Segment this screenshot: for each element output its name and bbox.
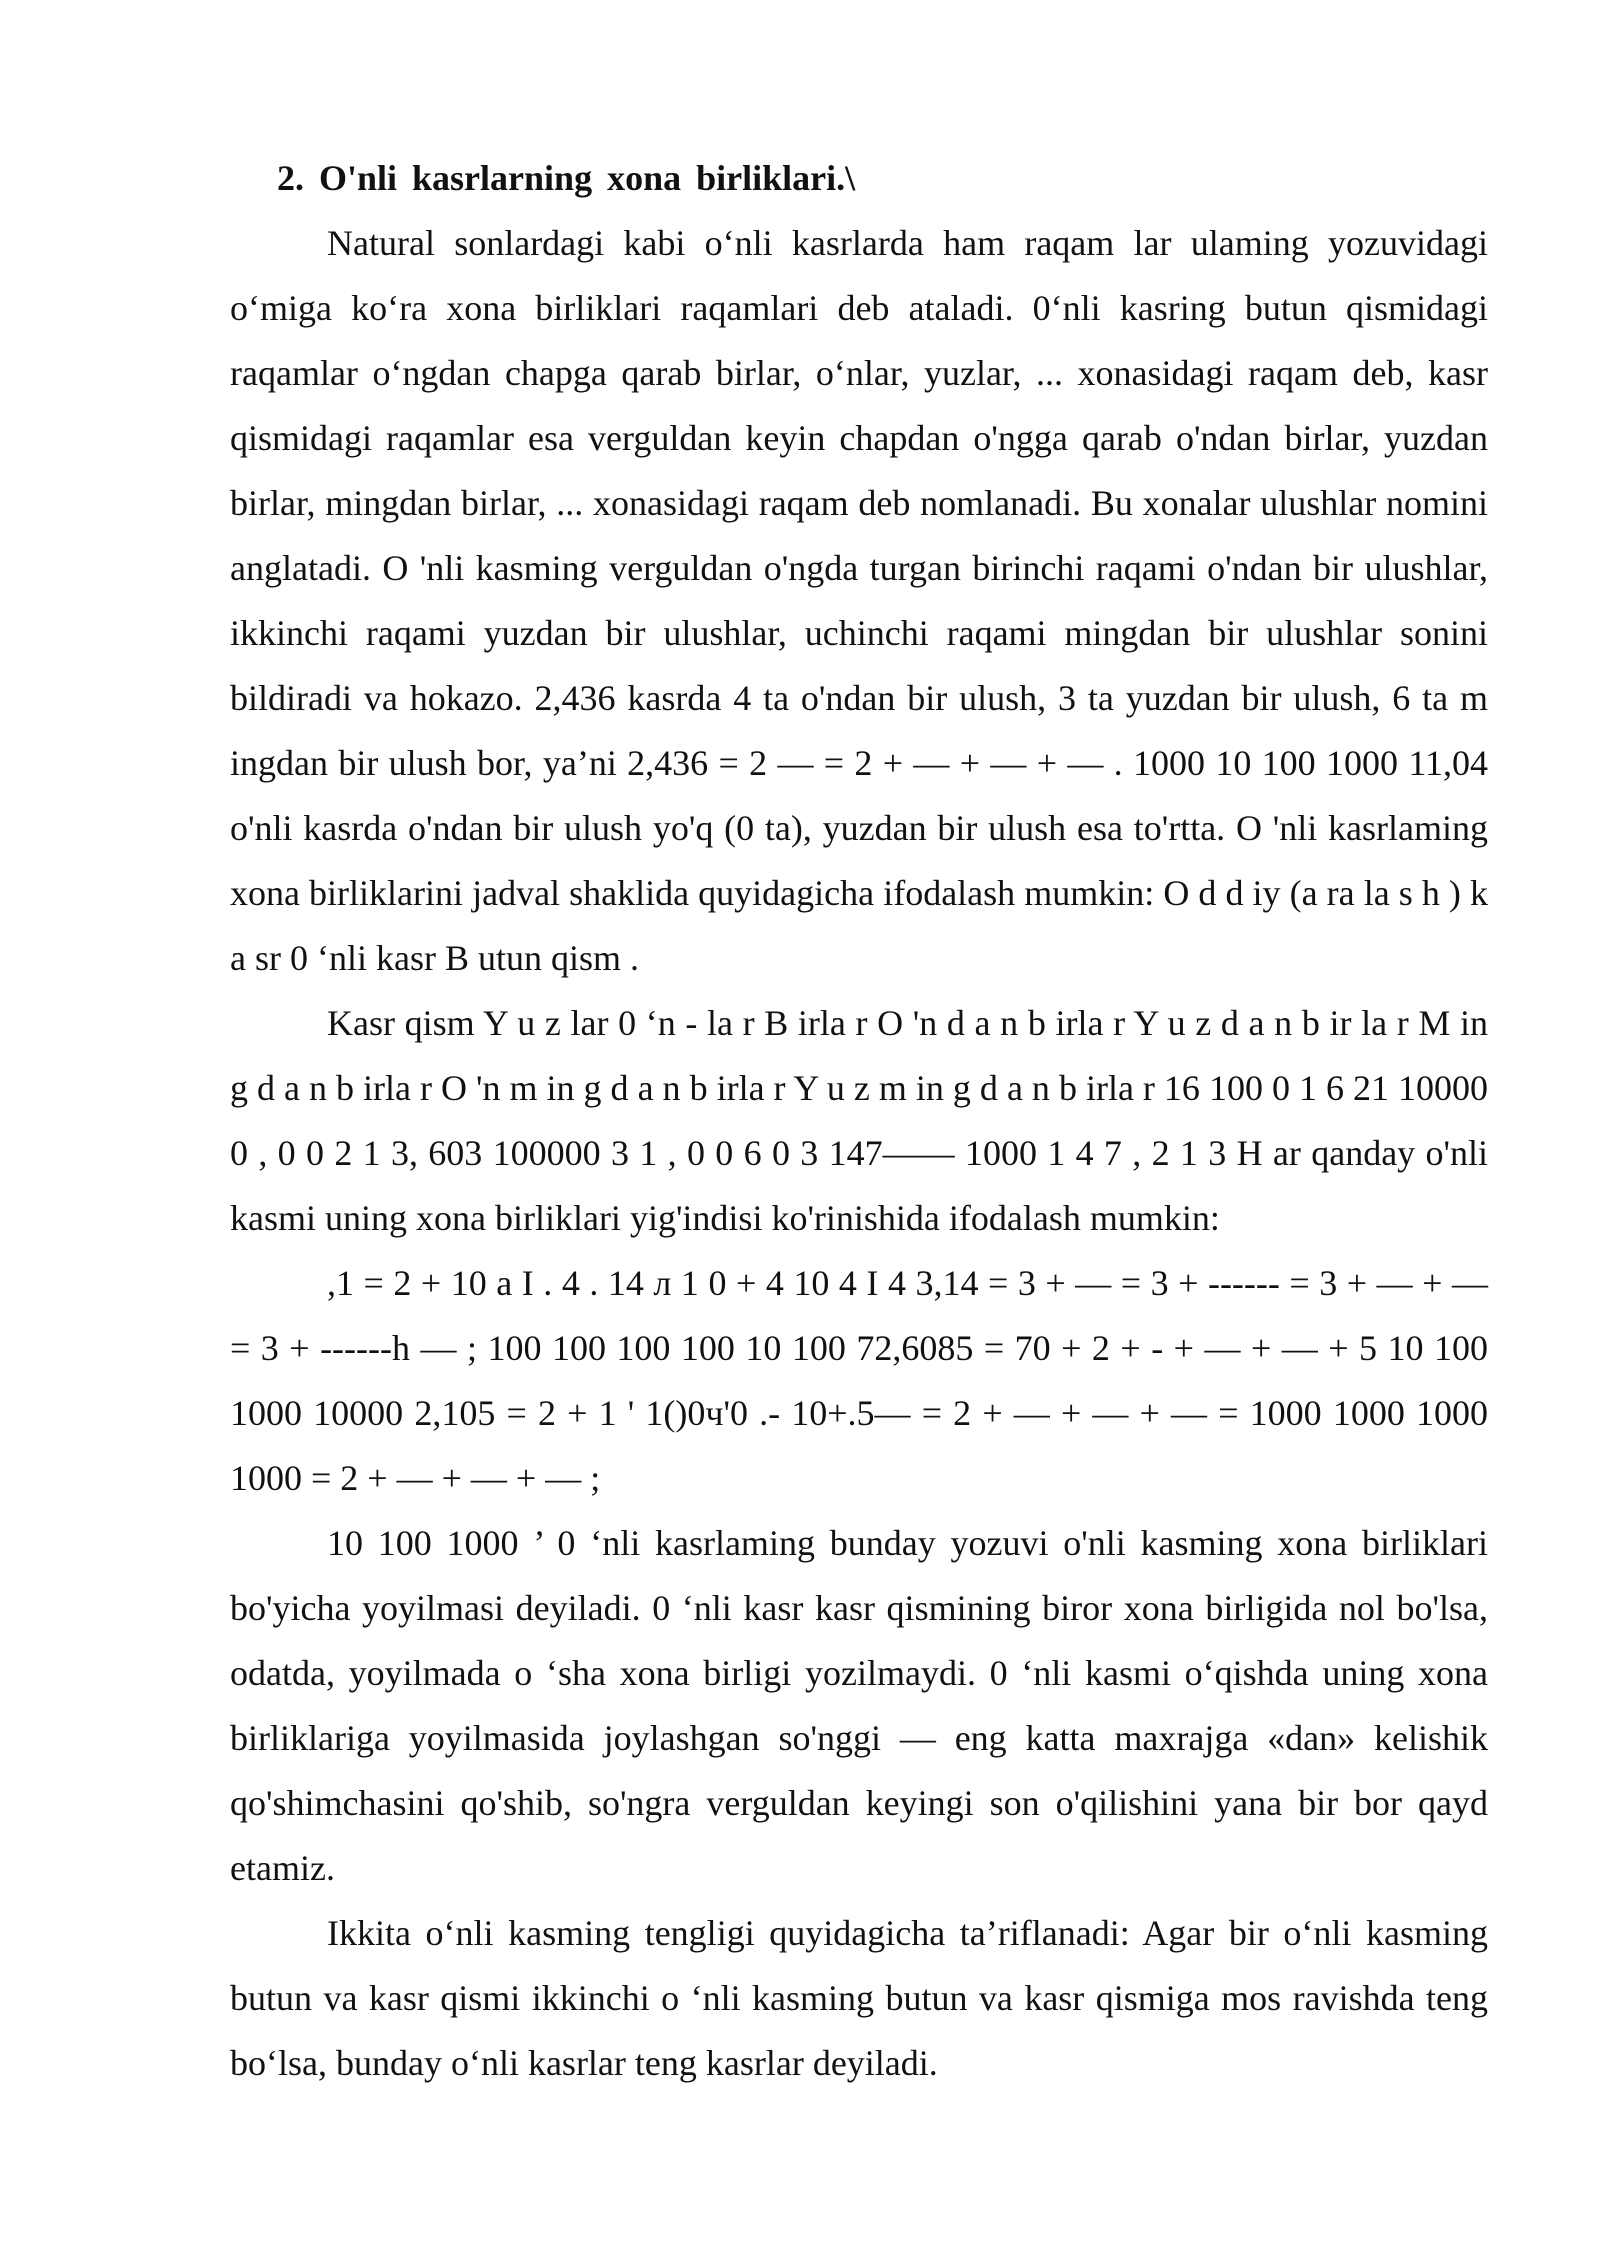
paragraph-place-values: Natural sonlardagi kabi o‘nli kasrlarda ham raqam lar ulaming yozuvidagi o‘miga ko‘ra xona birliklari raqamlari deb ataladi. 0‘nli kasring butun qismidagi raqamlar o‘ngdan chapga qarab birlar, o‘nlar, yuzlar, ... xonasidagi raqam deb, kasr qismidagi raqamlar esa verguldan keyin chapdan o'ngga qarab o'ndan birlar, yuzdan birlar, mingdan birlar, ... xonasidagi raqam deb nomlanadi. Bu xonalar ulushlar nomini anglatadi. O 'nli kasming verguldan o'ngda turgan birinchi raqami o'ndan bir ulushlar, ikkinchi raqami yuzdan bir ulushlar, uchinchi raqami mingdan bir ulushlar sonini bildiradi va hokazo. 2,436 kasrda 4 ta o'ndan bir ulush, 3 ta yuzdan bir ulush, 6 ta m ingdan bir ulush bor, ya’ni 2,436 = 2 — = 2 + — + — + — . 1000 10 100 1000 11,04 o'nli kasrda o'ndan bir ulush yo'q (0 ta), yuzdan bir ulush esa to'rtta. O 'nli kasrlaming xona birliklarini jadval shaklida quyidagicha ifodalash mumkin: O d d iy (a ra la s h ) k a sr 0 ‘nli kasr B utun qism . xyxy=(230,223,1488,978)
section-heading: 2. O'nli kasrlarning xona birliklari.\ xyxy=(277,158,856,198)
paragraph-expansions: ,1 = 2 + 10 a I . 4 . 14 л 1 0 + 4 10 4 I 4 3,14 = 3 + — = 3 + ------ = 3 + — + — = 3 + ------h — ; 100 100 100 100 10 100 72,6085 = 70 + 2 + - + — + — + 5 10 100 1000 10000 2,105 = 2 + 1 ' 1()0ч'0 .- 10+.5— = 2 + — + — + — = 1000 1000 1000 1000 = 2 + — + — + — ; xyxy=(230,1263,1488,1498)
paragraph-table-text: Kasr qism Y u z lar 0 ‘n - la r B irla r O 'n d a n b irla r Y u z d a n b ir la r M in g d a n b irla r O 'n m in g d a n b irla r Y u z m in g d a n b irla r 16 100 0 1 6 21 10000 0 , 0 0 2 1 3, 603 100000 3 1 , 0 0 6 0 3 147—— 1000 1 4 7 , 2 1 3 H ar qanday o'nli kasmi uning xona birliklari yig'indisi ko'rinishida ifodalash mumkin: xyxy=(230,1003,1488,1238)
document-page xyxy=(230,146,1488,2096)
paragraph-equality-definition: Ikkita o‘nli kasming tengligi quyidagicha ta’riflanadi: Agar bir o‘nli kasming butun va kasr qismi ikkinchi o ‘nli kasming butun va kasr qismiga mos ravishda teng bo‘lsa, bunday o‘nli kasrlar teng kasrlar deyiladi. xyxy=(230,1913,1488,2083)
paragraph-expansion-definition: 10 100 1000 ’ 0 ‘nli kasrlaming bunday yozuvi o'nli kasming xona birliklari bo'yicha yoyilmasi deyiladi. 0 ‘nli kasr kasr qismining biror xona birligida nol bo'lsa, odatda, yoyilmada o ‘sha xona birligi yozilmaydi. 0 ‘nli kasmi o‘qishda uning xona birliklariga yoyilmasida joylashgan so'nggi — eng katta maxrajga «dan» kelishik qo'shimchasini qo'shib, so'ngra verguldan keyingi son o'qilishini yana bir bor qayd etamiz. xyxy=(230,1523,1488,1888)
